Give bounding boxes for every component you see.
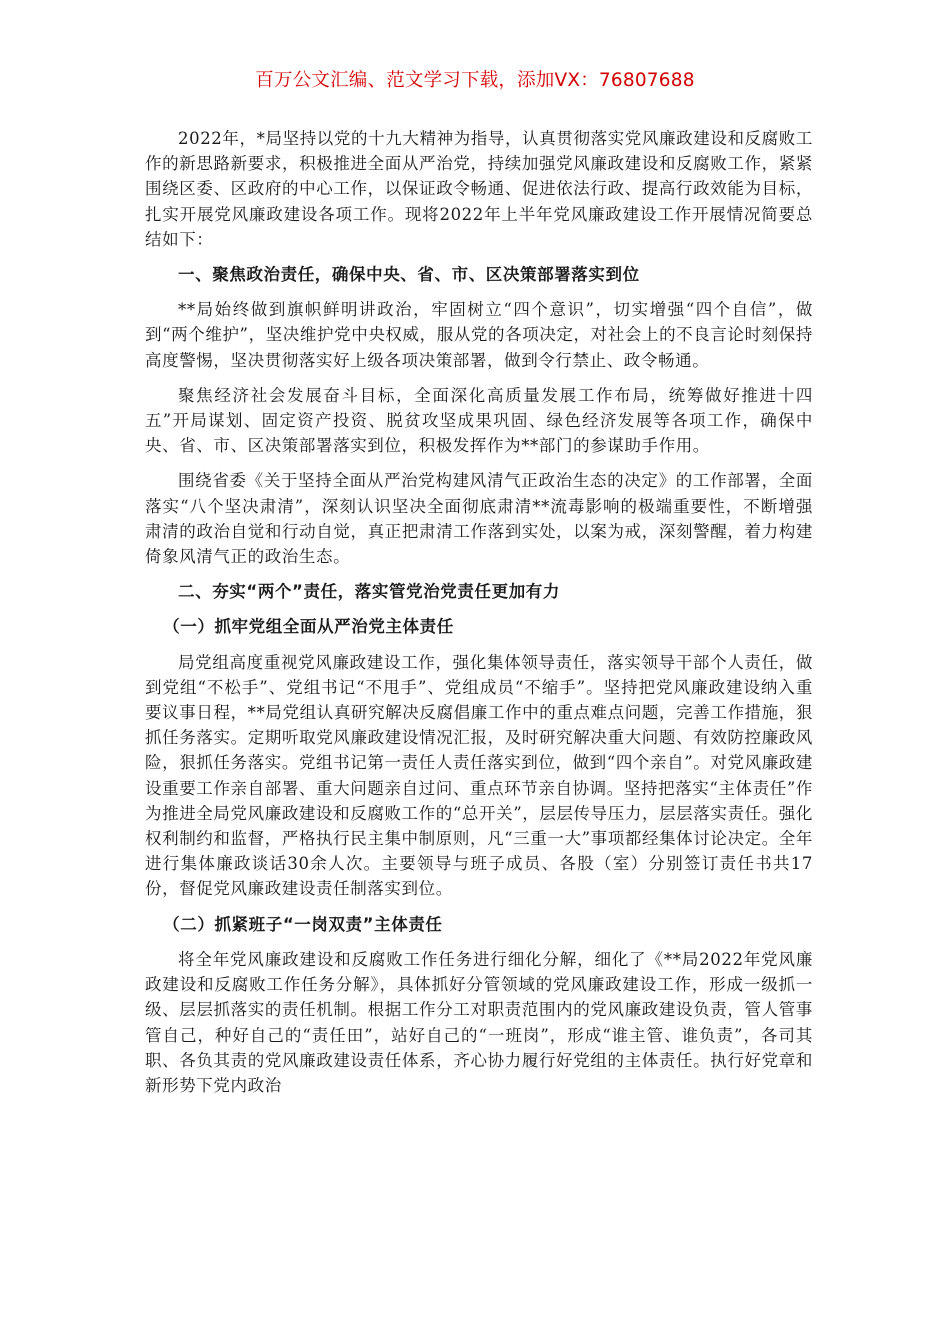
- document-body: [145, 126, 813, 1108]
- body-paragraph: 聚焦经济社会发展奋斗目标，全面深化高质量发展工作布局，统筹做好推进十四五”开局谋划、固定资产投资、脱贫攻坚成果巩固、绿色经济发展等各项工作，确保中央、省、市、区决策部署落实到位，积极发挥作为**部门的参谋助手作用。: [145, 385, 813, 456]
- header-banner: 百万公文汇编、范文学习下载，添加VX：76807688: [255, 70, 695, 91]
- body-paragraph: 围绕省委《关于坚持全面从严治党构建风清气正政治生态的决定》的工作部署，全面落实“八个坚决肃清”，深刻认识坚决全面彻底肃清**流毒影响的极端重要性，不断增强肃清的政治自觉和行动自觉，真正把肃清工作落到实处，以案为戒，深刻警醒，着力构建倚象风清气正的政治生态。: [145, 471, 813, 567]
- subsection-heading-1: （一）抓牢党组全面从严治党主体责任: [163, 617, 454, 637]
- section-heading-2: 二、夯实“两个”责任，落实管党治党责任更加有力: [178, 582, 560, 602]
- body-paragraph: 局党组高度重视党风廉政建设工作，强化集体领导责任，落实领导干部个人责任，做到党组“不松手”、党组书记“不甩手”、党组成员“不缩手”。坚持把党风廉政建设纳入重要议事日程，**局党组认真研究解决反腐倡廉工作中的重点难点问题，完善工作措施，狠抓任务落实。定期听取党风廉政建设情况汇报，及时研究解决重大问题、有效防控廉政风险，狠抓任务落实。党组书记第一责任人责任落实到位，做到“四个亲自”。对党风廉政建设重要工作亲自部署、重大问题亲自过问、重点环节亲自协调。坚持把落实“主体责任”作为推进全局党风廉政建设和反腐败工作的“总开关”，层层传导压力，层层落实责任。强化权利制约和监督，严格执行民主集中制原则，凡“三重一大”事项都经集体讨论决定。全年进行集体廉政谈话30余人次。主要领导与班子成员、各股（室）分别签订责任书共17份，督促党风廉政建设责任制落实到位。: [145, 652, 813, 899]
- body-paragraph: 将全年党风廉政建设和反腐败工作任务进行细化分解，细化了《**局2022年党风廉政建设和反腐败工作任务分解》，具体抓好分管领域的党风廉政建设工作，形成一级抓一级、层层抓落实的责任机制。根据工作分工对职责范围内的党风廉政建设负责，管人管事管自己，种好自己的“责任田”，站好自己的“一班岗”，形成“谁主管、谁负责”，各司其职、各负其责的党风廉政建设责任体系，齐心协力履行好党组的主体责任。执行好党章和新形势下党内政治: [145, 949, 813, 1095]
- body-paragraph: **局始终做到旗帜鲜明讲政治，牢固树立“四个意识”，切实增强“四个自信”，做到“两个维护”，坚决维护党中央权威，服从党的各项决定，对社会上的不良言论时刻保持高度警惕，坚决贯彻落实好上级各项决策部署，做到令行禁止、政令畅通。: [145, 300, 813, 370]
- section-heading-1: 一、聚焦政治责任，确保中央、省、市、区决策部署落实到位: [178, 265, 640, 285]
- intro-paragraph: 2022年，*局坚持以党的十九大精神为指导，认真贯彻落实党风廉政建设和反腐败工作的新思路新要求，积极推进全面从严治党，持续加强党风廉政建设和反腐败工作，紧紧围绕区委、区政府的中心工作，以保证政令畅通、促进依法行政、提高行政效能为目标，扎实开展党风廉政建设各项工作。现将2022年上半年党风廉政建设工作开展情况简要总结如下：: [145, 129, 813, 249]
- subsection-heading-2: （二）抓紧班子“一岗双责”主体责任: [163, 914, 443, 934]
